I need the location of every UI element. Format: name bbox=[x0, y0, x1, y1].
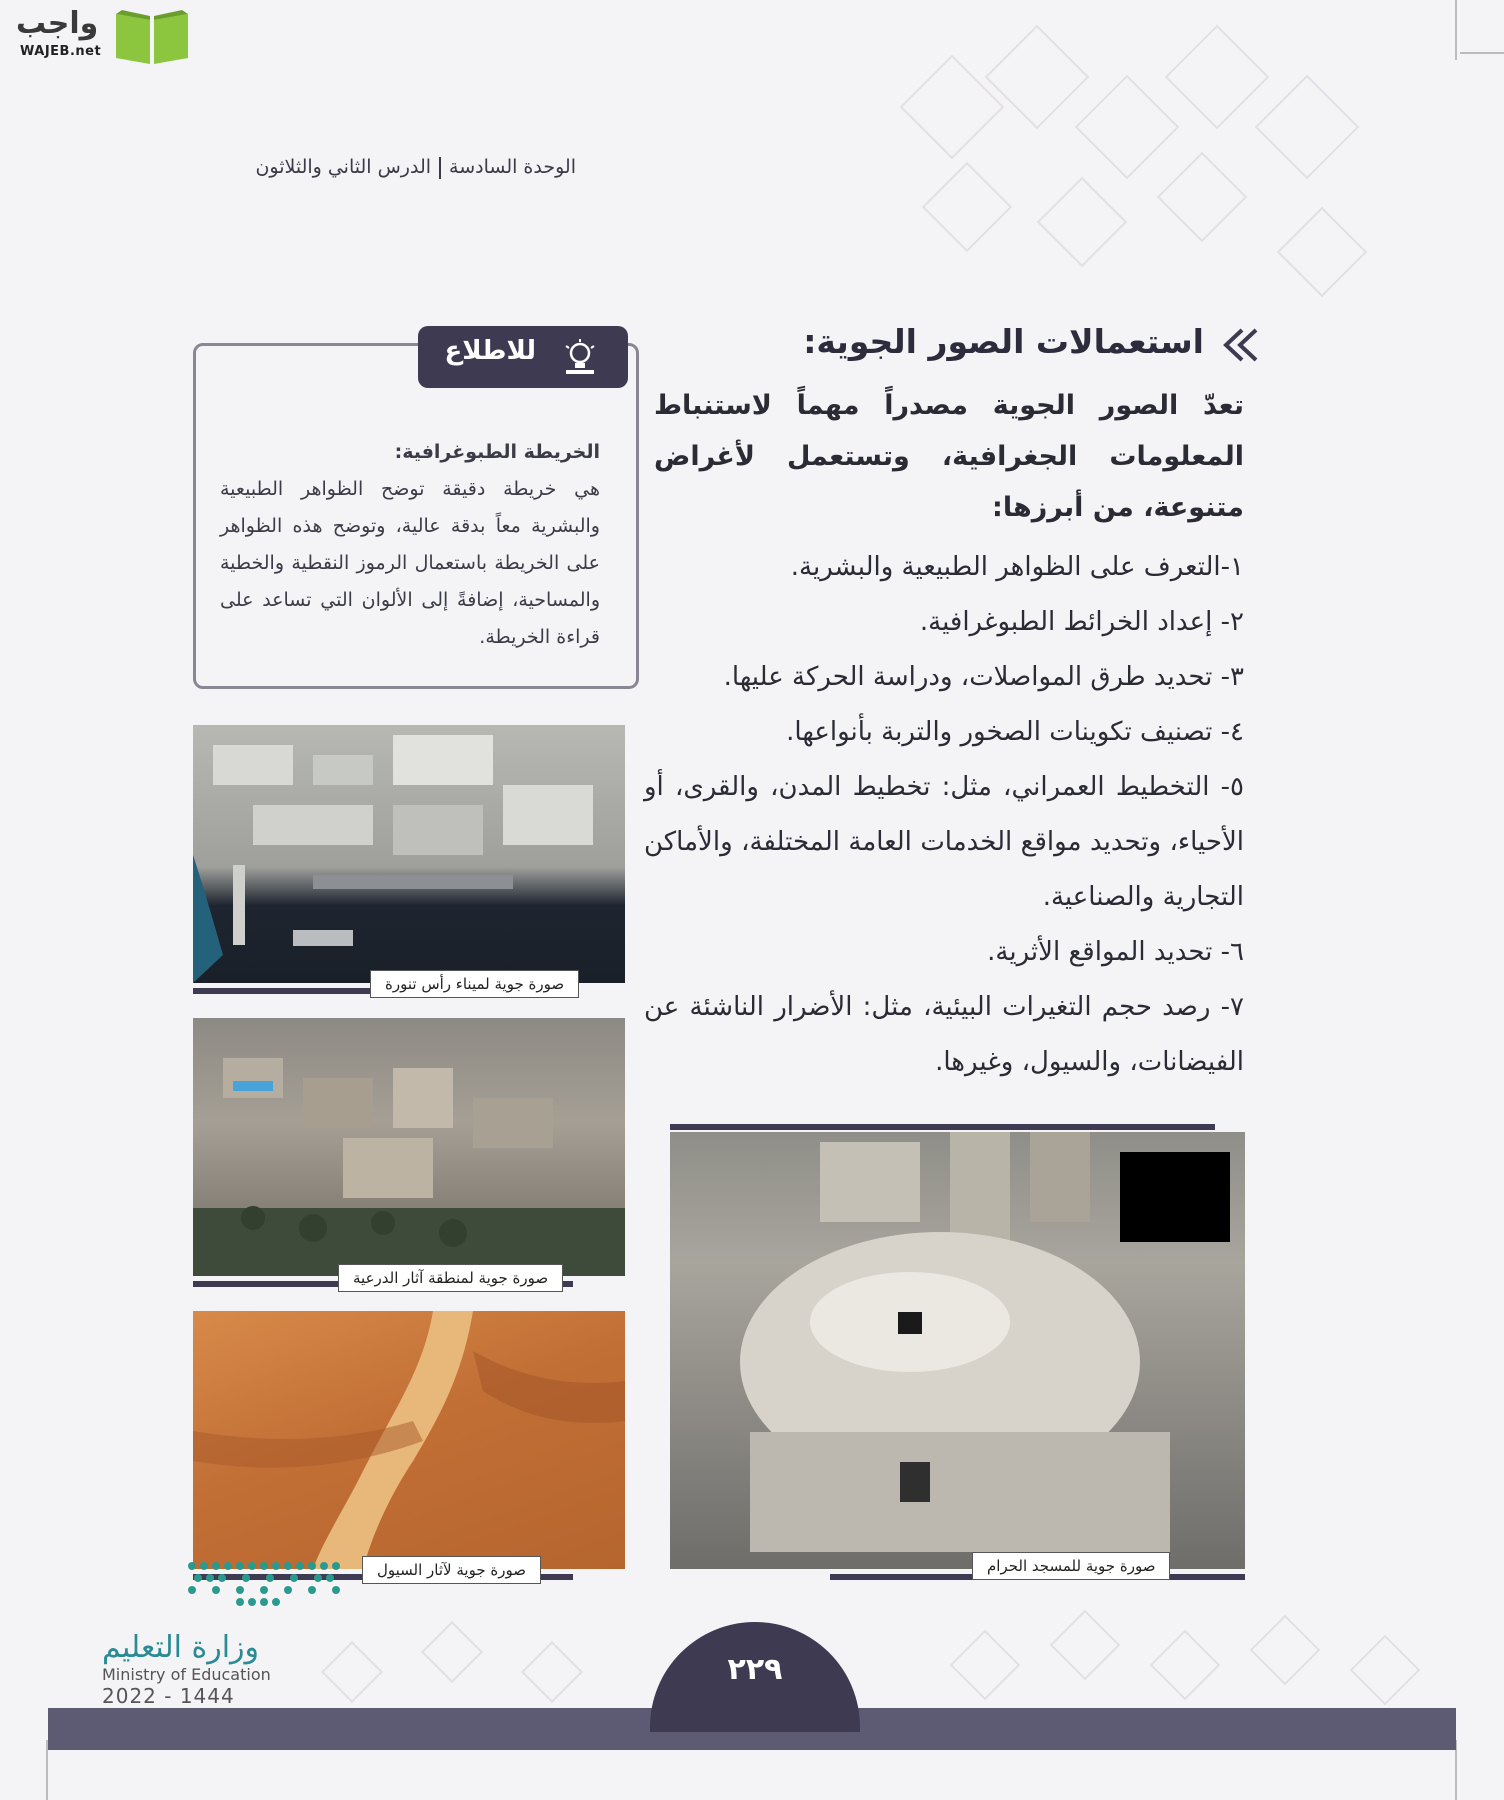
port-illustration bbox=[193, 725, 625, 983]
diriyah-photo bbox=[193, 1018, 625, 1276]
list-item: ٢- إعداد الخرائط الطبوغرافية. bbox=[919, 607, 1244, 637]
crop-mark bbox=[1455, 0, 1457, 60]
port-caption: صورة جوية لميناء رأس تنورة bbox=[370, 970, 579, 998]
diriyah-illustration bbox=[193, 1018, 625, 1276]
haram-photo bbox=[670, 1132, 1245, 1569]
page-header bbox=[255, 156, 576, 179]
decorative-shape bbox=[1255, 75, 1360, 180]
decorative-shape bbox=[922, 162, 1013, 253]
crop-mark bbox=[1460, 52, 1504, 54]
floods-caption: صورة جوية لآثار السيول bbox=[362, 1556, 541, 1584]
double-chevron-icon bbox=[1220, 328, 1260, 362]
ministry-arabic: وزارة التعليم bbox=[102, 1630, 260, 1665]
port-photo bbox=[193, 725, 625, 983]
floods-photo bbox=[193, 1311, 625, 1569]
decorative-shape bbox=[1075, 75, 1180, 180]
list-item: ٥- التخطيط العمراني، مثل: تخطيط المدن، والقرى، أو الأحياء، وتحديد مواقع الخدمات العامة المختلفة، والأماكن التجارية والصناعية. bbox=[644, 772, 1244, 912]
header-lesson: الدرس الثاني والثلاثون bbox=[255, 156, 432, 178]
list-item: ٤- تصنيف تكوينات الصخور والتربة بأنواعها. bbox=[786, 717, 1244, 747]
list-item: ١-التعرف على الظواهر الطبيعية والبشرية. bbox=[790, 552, 1244, 582]
info-box bbox=[193, 343, 639, 689]
page-number: ٢٢٩ bbox=[727, 1652, 783, 1687]
book-icon bbox=[112, 6, 192, 66]
decorative-shape bbox=[521, 1641, 583, 1703]
logo-arabic-text: واجب bbox=[16, 6, 99, 41]
info-tab bbox=[418, 326, 628, 388]
decorative-shape bbox=[1165, 25, 1270, 130]
floods-illustration bbox=[193, 1311, 625, 1569]
decorative-shape bbox=[1250, 1615, 1321, 1686]
list-item: ٣- تحديد طرق المواصلات، ودراسة الحركة عليها. bbox=[723, 662, 1244, 692]
info-tab-label: للاطلاع bbox=[444, 336, 536, 366]
decorative-shape bbox=[1037, 177, 1128, 268]
info-body: هي خريطة دقيقة توضح الظواهر الطبيعية والبشرية معاً بدقة عالية، وتوضح هذه الظواهر على الخريطة باستعمال الرموز النقطية والخطية والمساحية، إضافةً إلى الألوان التي تساعد على قراءة الخريطة. bbox=[220, 478, 600, 648]
wajeb-logo[interactable] bbox=[8, 6, 188, 66]
decorative-shape bbox=[1150, 1630, 1221, 1701]
decorative-shape bbox=[321, 1641, 383, 1703]
list-item: ٦- تحديد المواقع الأثرية. bbox=[987, 937, 1244, 967]
section-title: استعمالات الصور الجوية: bbox=[803, 322, 1204, 361]
uses-list bbox=[644, 540, 1244, 1090]
haram-illustration bbox=[670, 1132, 1245, 1569]
info-box-content bbox=[220, 434, 600, 656]
decorative-shape bbox=[1350, 1635, 1421, 1706]
caption-bar bbox=[670, 1124, 1215, 1130]
diriyah-caption: صورة جوية لمنطقة آثار الدرعية bbox=[338, 1264, 563, 1292]
decorative-shape bbox=[985, 25, 1090, 130]
ministry-english: Ministry of Education bbox=[102, 1665, 271, 1684]
haram-caption: صورة جوية للمسجد الحرام bbox=[972, 1552, 1170, 1580]
section-intro: تعدّ الصور الجوية مصدراً مهماً لاستنباط المعلومات الجغرافية، وتستعمل لأغراض متنوعة، من أبرزها: bbox=[654, 390, 1244, 523]
ministry-dots-icon bbox=[186, 1560, 346, 1612]
decorative-shape bbox=[1157, 152, 1248, 243]
logo-latin-text: WAJEB.net bbox=[20, 44, 102, 59]
ministry-block bbox=[102, 1630, 271, 1708]
decorative-shape bbox=[950, 1630, 1021, 1701]
list-item: ٧- رصد حجم التغيرات البيئية، مثل: الأضرار الناشئة عن الفيضانات، والسيول، وغيرها. bbox=[644, 992, 1244, 1077]
decorative-shape bbox=[1277, 207, 1368, 298]
info-title: الخريطة الطبوغرافية: bbox=[394, 441, 600, 463]
decorative-shape bbox=[1050, 1610, 1121, 1681]
header-divider bbox=[439, 157, 441, 179]
decorative-shape bbox=[421, 1621, 483, 1683]
decorative-shape bbox=[900, 55, 1005, 160]
header-unit: الوحدة السادسة bbox=[449, 156, 576, 178]
ministry-year: 2022 - 1444 bbox=[102, 1684, 235, 1708]
lightbulb-icon bbox=[562, 338, 598, 376]
